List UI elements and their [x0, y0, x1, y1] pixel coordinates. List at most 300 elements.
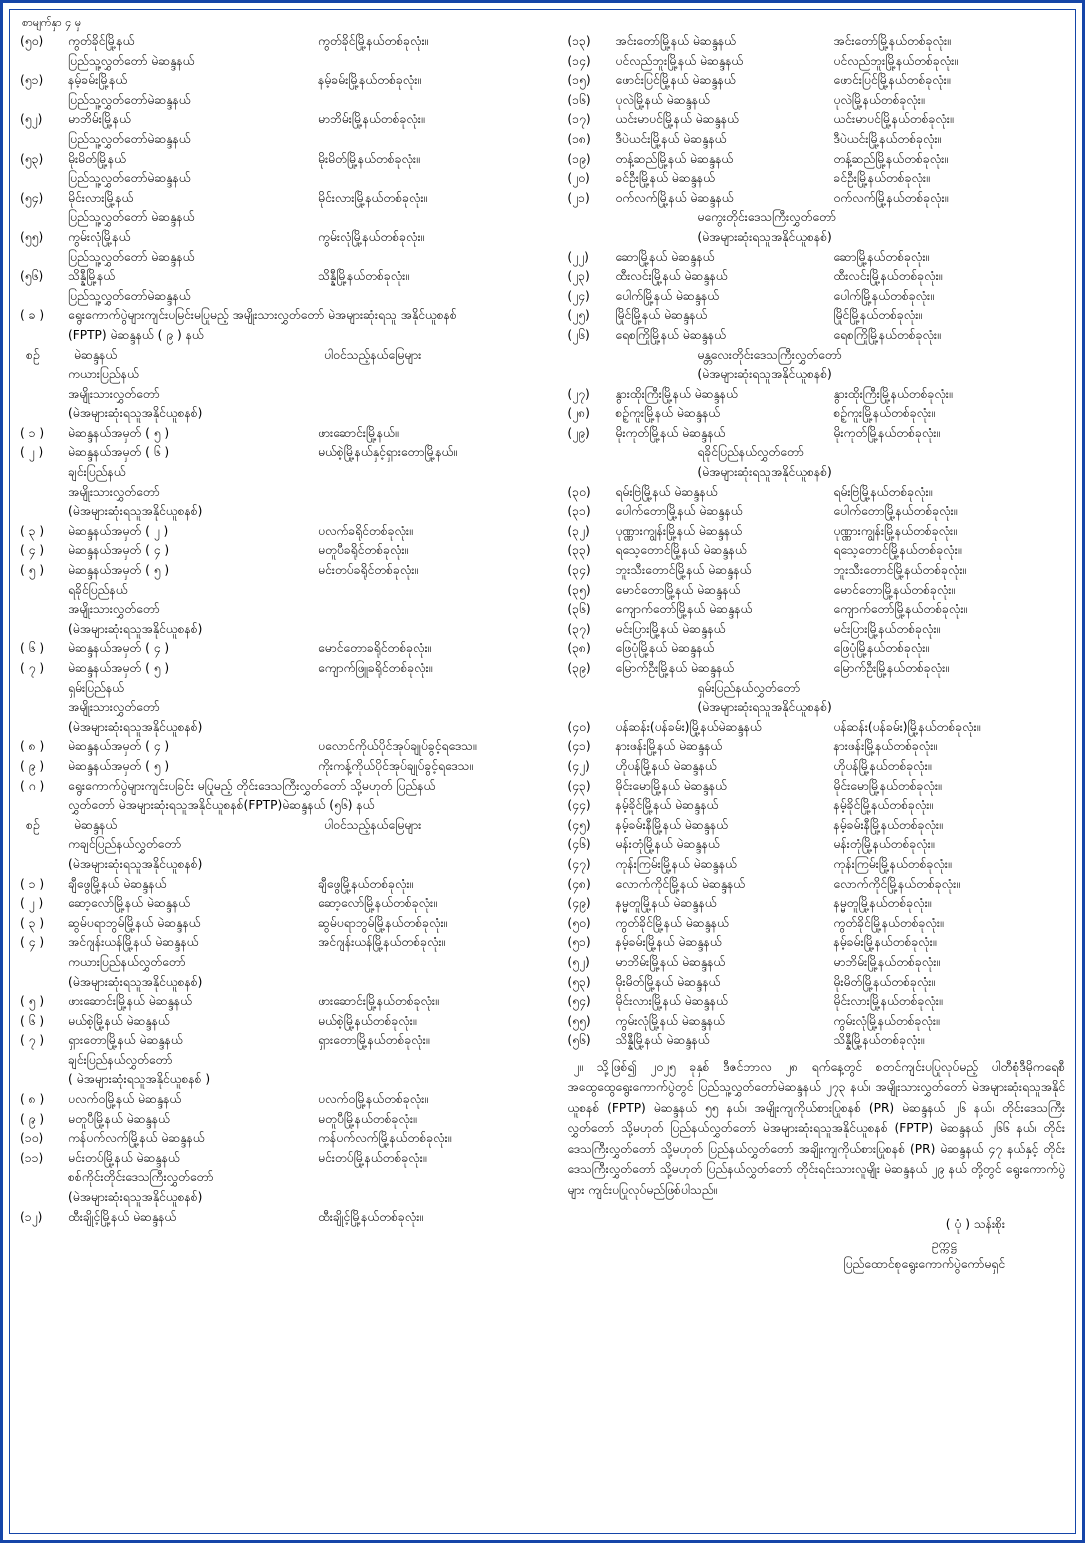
table-row	[567, 875, 1065, 895]
item-number: (၅၃)	[20, 151, 44, 166]
item-area: ပလက်ဝမြို့နယ်တစ်ခုလုံး။	[318, 1092, 428, 1107]
item-constituency: ယင်းမာပင်မြို့နယ် မဲဆန္ဒနယ်	[615, 112, 739, 127]
table-row	[20, 561, 559, 581]
item-number: (၅၆)	[567, 1033, 591, 1048]
item-area: မန်းတုံမြို့နယ်တစ်ခုလုံး။	[833, 837, 935, 852]
item-number: (၂၅)	[567, 308, 590, 323]
item-area: ကွမ်းလုံမြို့နယ်တစ်ခုလုံး။	[318, 229, 425, 244]
group-title: ရှမ်းပြည်နယ်	[68, 680, 124, 695]
item-number: (၃၅)	[567, 582, 591, 597]
table-row	[20, 639, 559, 659]
item-number: (၃၁)	[567, 504, 591, 519]
group-system: (မဲအများဆုံးရသူအနိုင်ယူစနစ်)	[697, 465, 832, 480]
item-number: (၂၄)	[567, 288, 590, 303]
item-area: ကုန်းကြမ်းမြို့နယ်တစ်ခုလုံး။	[833, 856, 952, 871]
item-number: (၅၆)	[20, 269, 44, 284]
item-number: ( ၅ )	[20, 994, 45, 1009]
group-title: ရခိုင်ပြည်နယ်	[68, 582, 128, 597]
item-number: (၂၉)	[567, 425, 590, 440]
item-constituency: ချီဖွေမြို့နယ် မဲဆန္ဒနယ်	[68, 876, 167, 891]
item-number: (၄၆)	[567, 837, 591, 852]
item-area: စဉ့်ကူးမြို့နယ်တစ်ခုလုံး။	[833, 406, 935, 421]
item-constituency: မယ်စဲ့မြို့နယ် မဲဆန္ဒနယ်	[68, 1013, 170, 1028]
table-header-1	[20, 346, 559, 366]
item-number: (၁၆)	[567, 92, 591, 107]
group-kachin-state-hluttaw	[20, 835, 559, 953]
item-area: ဆော့လော်မြို့နယ်တစ်ခုလုံး။	[318, 896, 437, 911]
table-row	[567, 639, 1065, 659]
section-marker: ( ခ )	[20, 308, 45, 323]
table-row	[567, 91, 1065, 111]
item-area: ဆောမြို့နယ်တစ်ခုလုံး။	[833, 249, 930, 264]
item-constituency: ဟိုပန်မြို့နယ် မဲဆန္ဒနယ်	[615, 758, 717, 773]
item-area: မာဘိမ်းမြို့နယ်တစ်ခုလုံး။	[833, 954, 940, 969]
item-constituency: မဲဆန္ဒနယ်အမှတ် ( ၄ )	[68, 739, 170, 754]
group-subtitle: အမျိုးသားလွှတ်တော်	[68, 386, 160, 401]
group-system: (မဲအများဆုံးရသူအနိုင်ယူစနစ်)	[68, 1190, 203, 1205]
item-area: ပန်ဆန်း(ပန်ခမ်း)မြို့နယ်တစ်ခုလုံး။	[833, 719, 981, 734]
item-area: ရှားတောမြို့နယ်တစ်ခုလုံး။	[318, 1033, 430, 1048]
item-area: ရသေ့တောင်မြို့နယ်တစ်ခုလုံး။	[833, 543, 962, 558]
list-item	[20, 189, 559, 228]
item-area: ထီးချိုင့်မြို့နယ်တစ်ခုလုံး။	[318, 1209, 423, 1224]
signature-block	[567, 1214, 1065, 1274]
group-subtitle: အမျိုးသားလွှတ်တော်	[68, 700, 160, 715]
signature-organization: ပြည်ထောင်စုရွေးကောက်ပွဲကော်မရှင်	[843, 1257, 1005, 1272]
item-number: (၄၄)	[567, 798, 591, 813]
group-title: ချင်းပြည်နယ်လွှတ်တော်	[68, 1052, 173, 1067]
item-area: မတူပီခရိုင်တစ်ခုလုံး။	[318, 543, 409, 558]
item-area: ထီးလင်းမြို့နယ်တစ်ခုလုံး။	[833, 269, 943, 284]
group-rakhine-nat	[20, 581, 559, 679]
group-title: မန္တလေးတိုင်းဒေသကြီးလွှတ်တော်	[697, 347, 842, 362]
item-constituency: အင်ဂျန်းယန်မြို့နယ် မဲဆန္ဒနယ်	[68, 935, 199, 950]
group-title: ကယားပြည်နယ်လွှတ်တော်	[68, 954, 186, 969]
item-number: (၂၂)	[567, 249, 589, 264]
item-constituency: နားဖန်းမြို့နယ် မဲဆန္ဒနယ်	[615, 739, 723, 754]
item-number: ( ၁ )	[20, 876, 45, 891]
item-constituency: ကန်ပက်လက်မြို့နယ် မဲဆန္ဒနယ်	[68, 1131, 205, 1146]
item-number: ( ၉ )	[20, 1111, 45, 1126]
item-number: ( ၇ )	[20, 1033, 45, 1048]
item-area: မာဘိမ်းမြို့နယ်တစ်ခုလုံး။	[318, 112, 425, 127]
item-number: ( ၂ )	[20, 445, 44, 460]
item-constituency: မတူပီမြို့နယ် မဲဆန္ဒနယ်	[68, 1111, 170, 1126]
item-number: (၅၂)	[20, 112, 43, 127]
item-constituency: ဆော့လော်မြို့နယ် မဲဆန္ဒနယ်	[68, 896, 191, 911]
col-header-constituency: မဲဆန္ဒနယ်	[74, 817, 118, 832]
item-number: (၁၂)	[20, 1209, 43, 1224]
item-area: သိန္နီမြို့နယ်တစ်ခုလုံး။	[833, 1033, 925, 1048]
item-area: ဟိုပန်မြို့နယ်တစ်ခုလုံး။	[833, 758, 932, 773]
table-row	[20, 443, 559, 463]
item-area: မြိုင်မြို့နယ်တစ်ခုလုံး။	[833, 308, 922, 323]
item-area: ဆွမ်ပရာဘွမ်မြို့နယ်တစ်ခုလုံး။	[318, 915, 448, 930]
item-number: (၂၃)	[567, 269, 590, 284]
item-constituency: ထီးလင်းမြို့နယ် မဲဆန္ဒနယ်	[615, 269, 728, 284]
table-row	[20, 933, 559, 953]
section-line-2: (FPTP) မဲဆန္ဒနယ် ( ၉ ) နယ်	[68, 327, 204, 342]
item-constituency: မာဘိမ်းမြို့နယ်	[68, 112, 131, 127]
item-area: မိုင်းမောမြို့နယ်တစ်ခုလုံး။	[833, 778, 942, 793]
item-number: (၃၉)	[567, 661, 591, 675]
item-number: (၅၁)	[567, 935, 591, 950]
group-sagaing-continued	[567, 32, 1065, 208]
table-row	[567, 737, 1065, 757]
list-item	[20, 267, 559, 306]
table-row	[20, 1149, 559, 1169]
item-constituency: ရေစကြိုမြို့နယ် မဲဆန္ဒနယ်	[615, 327, 726, 342]
item-constituency: ပုလဲမြို့နယ် မဲဆန္ဒနယ်	[615, 92, 710, 107]
item-area: ပလောင်ကိုယ်ပိုင်အုပ်ချုပ်ခွင့်ရဒေသ။	[318, 739, 477, 754]
list-item	[20, 228, 559, 267]
item-area: မောင်တောမြို့နယ်တစ်ခုလုံး။	[833, 582, 956, 597]
item-area: တန့်ဆည်မြို့နယ်တစ်ခုလုံး။	[833, 151, 948, 166]
group-system: (မဲအများဆုံးရသူအနိုင်ယူစနစ်)	[68, 504, 203, 519]
item-number: (၁၁)	[20, 1150, 44, 1165]
table-row	[567, 150, 1065, 170]
item-number: (၅၅)	[567, 1013, 591, 1028]
item-area: မိုင်းလားမြို့နယ်တစ်ခုလုံး။	[833, 994, 943, 1009]
item-number: (၄၇)	[567, 856, 591, 871]
table-row	[567, 306, 1065, 326]
group-system: (မဲအများဆုံးရသူအနိုင်ယူစနစ်)	[68, 719, 203, 734]
item-subtitle: ပြည်သူ့လွှတ်တော်မဲဆန္ဒနယ်	[68, 131, 191, 146]
table-row	[567, 287, 1065, 307]
signature-name: ( ပုံ ) သန်းစိုး	[945, 1217, 1005, 1232]
table-row	[567, 169, 1065, 189]
item-constituency: ပင်လည်ဘူးမြို့နယ် မဲဆန္ဒနယ်	[615, 53, 744, 68]
group-title: ရှမ်းပြည်နယ်လွှတ်တော်	[697, 680, 801, 695]
item-area: မယ်စဲ့မြို့နယ်နှင့်ရှားတောမြို့နယ်။	[318, 445, 458, 460]
item-area: ကွတ်ခိုင်မြို့နယ်တစ်ခုလုံး။	[318, 34, 429, 48]
item-area: အင်းတော်မြို့နယ်တစ်ခုလုံး။	[833, 34, 951, 48]
item-area: ဒီပဲယင်းမြို့နယ်တစ်ခုလုံး။	[833, 131, 942, 146]
item-number: (၁၇)	[567, 112, 591, 127]
table-row	[567, 561, 1065, 581]
item-constituency: မိုးမိတ်မြို့နယ် မဲဆန္ဒနယ်	[615, 974, 721, 989]
table-row	[567, 1031, 1065, 1051]
item-constituency: နွားထိုးကြီးမြို့နယ် မဲဆန္ဒနယ်	[615, 386, 738, 401]
section-line-1: ရွေးကောက်ပွဲများကျင်းပခြင်း မပြုမည့် တိုင်းဒေသကြီးလွှတ်တော် သို့မဟုတ် ပြည်နယ်	[68, 778, 436, 793]
group-system: (မဲအများဆုံးရသူအနိုင်ယူစနစ်)	[697, 367, 832, 382]
item-number: (၄၅)	[567, 817, 591, 832]
item-area: ဘူးသီးတောင်မြို့နယ်တစ်ခုလုံး။	[833, 563, 967, 578]
table-row	[20, 522, 559, 542]
table-row	[567, 189, 1065, 209]
group-title: ကချင်ပြည်နယ်လွှတ်တော်	[68, 837, 182, 852]
item-area: ပေါက်မြို့နယ်တစ်ခုလုံး။	[833, 288, 934, 303]
item-subtitle: ပြည်သူ့လွှတ်တော်မဲဆန္ဒနယ်	[68, 171, 191, 186]
group-title: ရခိုင်ပြည်နယ်လွှတ်တော်	[697, 445, 804, 460]
table-row	[567, 483, 1065, 503]
item-subtitle: ပြည်သူ့လွှတ်တော်မဲဆန္ဒနယ်	[68, 92, 191, 107]
table-row	[567, 757, 1065, 777]
table-row	[20, 1031, 559, 1051]
item-constituency: ဆောမြို့နယ် မဲဆန္ဒနယ်	[615, 249, 715, 264]
item-constituency: မဲဆန္ဒနယ်အမှတ် ( ၂ )	[68, 523, 169, 538]
table-row	[20, 992, 559, 1012]
table-row	[567, 933, 1065, 953]
table-row	[567, 796, 1065, 816]
table-row	[567, 32, 1065, 52]
item-constituency: မြောက်ဦးမြို့နယ် မဲဆန္ဒနယ်	[615, 661, 735, 675]
group-subtitle: အမျိုးသားလွှတ်တော်	[68, 484, 160, 499]
item-number: (၁၄)	[567, 53, 591, 68]
item-number: (၅၂)	[567, 954, 590, 969]
item-number: (၄၈)	[567, 876, 591, 891]
item-area: မိုင်းလားမြို့နယ်တစ်ခုလုံး။	[318, 190, 428, 205]
col-header-constituency: မဲဆန္ဒနယ်	[74, 347, 118, 362]
item-area: ကွတ်ခိုင်မြို့နယ်တစ်ခုလုံး။	[833, 915, 944, 930]
item-area: မယ်စဲ့မြို့နယ်တစ်ခုလုံး။	[318, 1013, 417, 1028]
item-constituency: ဝက်လက်မြို့နယ် မဲဆန္ဒနယ်	[615, 190, 734, 205]
item-number: (၅၀)	[20, 34, 44, 48]
item-number: (၄၂)	[567, 758, 590, 773]
item-constituency: ပေါက်မြို့နယ် မဲဆန္ဒနယ်	[615, 288, 720, 303]
group-title: စစ်ကိုင်းတိုင်းဒေသကြီးလွှတ်တော်	[68, 1170, 214, 1185]
item-number: (၂၆)	[567, 327, 590, 342]
item-constituency: ဆွမ်ပရာဘွမ်မြို့နယ် မဲဆန္ဒနယ်	[68, 915, 201, 930]
item-constituency: မဲဆန္ဒနယ်အမှတ် ( ၅ )	[68, 758, 170, 773]
left-column	[20, 32, 563, 1227]
item-constituency: ရှားတောမြို့နယ် မဲဆန္ဒနယ်	[68, 1033, 183, 1048]
item-number: (၂၀)	[567, 171, 590, 186]
table-row	[20, 875, 559, 895]
item-constituency: မဲဆန္ဒနယ်အမှတ် ( ၅ )	[68, 563, 170, 578]
item-constituency: ဒီပဲယင်းမြို့နယ် မဲဆန္ဒနယ်	[615, 131, 727, 146]
table-row	[20, 1129, 559, 1149]
item-number: (၅၄)	[567, 994, 591, 1009]
group-magway-region-hluttaw	[567, 208, 1065, 345]
group-system: (မဲအများဆုံးရသူအနိုင်ယူစနစ်)	[68, 406, 203, 421]
item-constituency: သိန္နီမြို့နယ်	[68, 269, 116, 284]
paragraph-text: သို့ဖြစ်၍ ၂၀၂၅ ခုနှစ် ဒီဇင်ဘာလ ၂၈ ရက်နေ့တွင် စတင်ကျင်းပပြုလုပ်မည့် ပါတီစုံဒီမိုကရေစီ အထွေထွေရွေးကောက်ပွဲတွင် ပြည်သူ့လွှတ်တော်မဲဆန္ဒနယ် ၂၇၃ နယ်၊ အမျိုးသားလွှတ်တော် မဲအများဆုံးရသူအနိုင်ယူစနစ် (FPTP) မဲဆန္ဒနယ် ၅၅ နယ်၊ အမျိုးကျကိုယ်စားပြုစနစ် (PR) မဲဆန္ဒနယ် ၂၆ နယ်၊ တိုင်းဒေသကြီးလွှတ်တော် သို့မဟုတ် ပြည်နယ်လွှတ်တော် မဲအများဆုံးရသူအနိုင်ယူစနစ် (FPTP) မဲဆန္ဒနယ် ၂၆၆ နယ်၊ တိုင်းဒေသကြီးလွှတ်တော် သို့မဟုတ် ပြည်နယ်လွှတ်တော် အချိုးကျကိုယ်စားပြုစနစ် (PR) မဲဆန္ဒနယ် ၄၇ နယ်နှင့် တိုင်းဒေသကြီးလွှတ်တော် သို့မဟုတ် ပြည်နယ်လွှတ်တော် တိုင်းရင်းသားလူမျိုး မဲဆန္ဒနယ် ၂၉ နယ် တို့တွင် ရွေးကောက်ပွဲများ ကျင်းပပြုလုပ်မည်ဖြစ်ပါသည်။	[567, 1059, 1065, 1197]
group-mandalay-region-hluttaw	[567, 346, 1065, 444]
table-row	[567, 992, 1065, 1012]
table-row	[567, 248, 1065, 268]
item-constituency: ကွမ်းလုံမြို့နယ်	[68, 229, 131, 244]
item-subtitle: ပြည်သူ့လွှတ်တော်မဲဆန္ဒနယ်	[68, 288, 191, 303]
section-kha	[20, 306, 559, 345]
item-number: (၄၁)	[567, 739, 591, 754]
group-kayah-nat	[20, 365, 559, 463]
item-constituency: မောင်တောမြို့နယ် မဲဆန္ဒနယ်	[615, 582, 741, 597]
page-header-label: စာမျက်နှာ ၄ မှ	[22, 16, 82, 29]
item-constituency: ပလက်ဝမြို့နယ် မဲဆန္ဒနယ်	[68, 1092, 182, 1107]
item-constituency: ကွတ်ခိုင်မြို့နယ်	[68, 34, 135, 48]
section-marker: ( ဂ )	[20, 778, 45, 793]
group-title: ချင်းပြည်နယ်	[68, 465, 126, 480]
item-number: (၃၃)	[567, 543, 591, 558]
table-row	[567, 522, 1065, 542]
right-column	[563, 32, 1065, 1274]
table-row	[567, 600, 1065, 620]
table-row	[567, 71, 1065, 91]
section-line-1: ရွေးကောက်ပွဲများကျင်းပမြင်းမပြုမည့် အမျိုးသားလွှတ်တော် မဲအများဆုံးရသူ အနိုင်ယူစနစ်	[68, 308, 457, 323]
table-row	[567, 620, 1065, 640]
item-number: (၃၄)	[567, 563, 591, 578]
item-constituency: မင်းပြားမြို့နယ် မဲဆန္ဒနယ်	[615, 621, 726, 636]
item-number: (၃၈)	[567, 641, 591, 656]
group-system: (မဲအများဆုံးရသူအနိုင်ယူစနစ်)	[68, 974, 203, 989]
item-area: မြောက်ဦးမြို့နယ်တစ်ခုလုံး။	[833, 661, 949, 675]
item-constituency: မင်းတပ်မြို့နယ် မဲဆန္ဒနယ်	[68, 1150, 180, 1165]
group-system: (မဲအများဆုံးရသူအနိုင်ယူစနစ်)	[68, 856, 203, 871]
item-area: နားဖန်းမြို့နယ်တစ်ခုလုံး။	[833, 739, 937, 754]
item-number: (၂၁)	[567, 190, 590, 205]
item-constituency: မိုင်းလားမြို့နယ် မဲဆန္ဒနယ်	[615, 994, 728, 1009]
item-area: ယင်းမာပင်မြို့နယ်တစ်ခုလုံး။	[833, 112, 954, 127]
item-constituency: ခင်ဦးမြို့နယ် မဲဆန္ဒနယ်	[615, 171, 715, 186]
table-row	[20, 894, 559, 914]
table-row	[20, 424, 559, 444]
item-constituency: နမ့်ခိုင်မြို့နယ် မဲဆန္ဒနယ်	[615, 798, 719, 813]
item-number: (၄၉)	[567, 896, 591, 911]
list-item	[20, 32, 559, 71]
item-subtitle: ပြည်သူ့လွှတ်တော် မဲဆန္ဒနယ်	[68, 53, 195, 68]
item-area: ကိုးကန့်ကိုယ်ပိုင်အုပ်ချုပ်ခွင့်ရဒေသ။	[318, 758, 473, 773]
item-area: နမ့်ခိုင်မြို့နယ်တစ်ခုလုံး။	[833, 798, 934, 813]
item-constituency: ဖောင်းပြင်မြို့နယ် မဲဆန္ဒနယ်	[615, 73, 736, 88]
item-number: (၂၈)	[567, 406, 590, 421]
item-number: (၄၀)	[567, 719, 591, 734]
table-row	[567, 52, 1065, 72]
item-number: (၃၇)	[567, 621, 591, 636]
item-number: ( ၄ )	[20, 935, 45, 950]
item-number: (၃၆)	[567, 602, 591, 617]
item-constituency: ပေါက်တောမြို့နယ် မဲဆန္ဒနယ်	[615, 504, 743, 519]
signature-title: ဥက္ကဋ္ဌ	[931, 1237, 957, 1252]
item-number: ( ၆ )	[20, 641, 45, 656]
item-constituency: ဘူးသီးတောင်မြို့နယ် မဲဆန္ဒနယ်	[615, 563, 752, 578]
table-row	[567, 894, 1065, 914]
item-constituency: မိုင်းမောမြို့နယ် မဲဆန္ဒနယ်	[615, 778, 727, 793]
item-area: ဖောင်းပြင်မြို့နယ်တစ်ခုလုံး။	[833, 73, 951, 88]
group-chin-state-hluttaw	[20, 1051, 559, 1169]
item-constituency: မြိုင်မြို့နယ် မဲဆန္ဒနယ်	[615, 308, 708, 323]
table-row	[567, 404, 1065, 424]
table-row	[567, 718, 1065, 738]
table-row	[20, 914, 559, 934]
item-area: ပေါက်တောမြို့နယ်တစ်ခုလုံး။	[833, 504, 958, 519]
item-area: ကျောက်တော်မြို့နယ်တစ်ခုလုံး။	[833, 602, 968, 617]
table-row	[567, 502, 1065, 522]
item-constituency: အင်းတော်မြို့နယ် မဲဆန္ဒနယ်	[615, 34, 737, 48]
group-shan-nat	[20, 679, 559, 777]
item-area: ချီဖွေမြို့နယ်တစ်ခုလုံး။	[318, 876, 414, 891]
paragraph-number: ၂။	[573, 1059, 584, 1074]
item-area: ပုလဲမြို့နယ်တစ်ခုလုံး။	[833, 92, 925, 107]
table-row	[567, 855, 1065, 875]
group-chin-nat	[20, 463, 559, 581]
item-number: ( ၃ )	[20, 915, 45, 930]
table-row	[20, 757, 559, 777]
item-number: (၁၃)	[567, 34, 591, 48]
item-area: မင်းတပ်မြို့နယ်တစ်ခုလုံး။	[318, 1150, 427, 1165]
item-area: မိုးမိတ်မြို့နယ်တစ်ခုလုံး။	[318, 151, 420, 166]
table-row	[567, 541, 1065, 561]
item-constituency: မဲဆန္ဒနယ်အမှတ် ( ၄ )	[68, 543, 170, 558]
table-row	[20, 1012, 559, 1032]
item-area: ပလက်ခရိုင်တစ်ခုလုံး။	[318, 523, 413, 538]
table-row	[567, 973, 1065, 993]
item-constituency: မာဘိမ်းမြို့နယ် မဲဆန္ဒနယ်	[615, 954, 726, 969]
item-constituency: ဖြေပုံမြို့နယ် မဲဆန္ဒနယ်	[615, 641, 715, 656]
item-constituency: မဲဆန္ဒနယ်အမှတ် ( ၆ )	[68, 445, 170, 460]
item-constituency: နမ့်ခမ်းနီမြို့နယ် မဲဆန္ဒနယ်	[615, 817, 728, 832]
item-area: နမ့်ခမ်းမြို့နယ်တစ်ခုလုံး။	[833, 935, 937, 950]
table-row	[567, 130, 1065, 150]
item-number: ( ၉ )	[20, 758, 45, 773]
item-number: (၃၀)	[567, 484, 591, 499]
item-number: (၂၇)	[567, 386, 590, 401]
item-constituency: သိန္နီမြို့နယ် မဲဆန္ဒနယ်	[615, 1033, 710, 1048]
item-number: (၃၂)	[567, 523, 590, 538]
table-row	[567, 659, 1065, 679]
table-row	[567, 581, 1065, 601]
item-constituency: ကွမ်းလုံမြို့နယ် မဲဆန္ဒနယ်	[615, 1013, 725, 1028]
item-constituency: ထီးချိုင့်မြို့နယ် မဲဆန္ဒနယ်	[68, 1209, 177, 1224]
table-row	[567, 1012, 1065, 1032]
table-row	[567, 267, 1065, 287]
item-number: ( ၅ )	[20, 563, 45, 578]
group-shan-state-hluttaw	[567, 679, 1065, 1051]
group-sagaing-region-hluttaw	[20, 1168, 559, 1227]
item-constituency: တန့်ဆည်မြို့နယ် မဲဆန္ဒနယ်	[615, 151, 734, 166]
item-area: သိန္နီမြို့နယ်တစ်ခုလုံး။	[318, 269, 409, 284]
item-area: ပုဏ္ဏားကျွန်းမြို့နယ်တစ်ခုလုံး။	[833, 523, 957, 538]
item-area: လောက်ကိုင်မြို့နယ်တစ်ခုလုံး။	[833, 876, 960, 891]
item-number: (၄၃)	[567, 778, 591, 793]
item-constituency: မိုးမိတ်မြို့နယ်	[68, 151, 126, 166]
section-line-2: လွှတ်တော် မဲအများဆုံးရသူအနိုင်ယူစနစ်(FPTP)မဲဆန္ဒနယ် (၅၆) နယ်	[68, 798, 375, 813]
item-area: ကွမ်းလုံမြို့နယ်တစ်ခုလုံး။	[833, 1013, 940, 1028]
item-area: နမ့်ခမ်းမြို့နယ်တစ်ခုလုံး။	[318, 73, 422, 88]
item-area: မင်းပြားမြို့နယ်တစ်ခုလုံး။	[833, 621, 941, 636]
item-constituency: မဲဆန္ဒနယ်အမှတ် ( ၅ )	[68, 661, 170, 675]
group-system: (မဲအများဆုံးရသူအနိုင်ယူစနစ်)	[697, 700, 832, 715]
item-subtitle: ပြည်သူ့လွှတ်တော် မဲဆန္ဒနယ်	[68, 249, 195, 264]
item-area: ဖြေပုံမြို့နယ်တစ်ခုလုံး။	[833, 641, 930, 656]
item-constituency: ကွတ်ခိုင်မြို့နယ် မဲဆန္ဒနယ်	[615, 915, 729, 930]
item-number: (၅၄)	[20, 190, 44, 205]
section-ga	[20, 777, 559, 816]
group-title: ကယားပြည်နယ်	[68, 367, 139, 382]
item-area: ရမ်းဗြဲမြို့နယ်တစ်ခုလုံး။	[833, 484, 933, 499]
item-subtitle: ပြည်သူ့လွှတ်တော် မဲဆန္ဒနယ်	[68, 210, 195, 225]
item-area: မတူပီမြို့နယ်တစ်ခုလုံး။	[318, 1111, 417, 1126]
item-area: ဖားဆောင်းမြို့နယ်တစ်ခုလုံး။	[318, 994, 439, 1009]
item-number: (၁၅)	[567, 73, 591, 88]
item-number: ( ၈ )	[20, 739, 45, 754]
item-area: မင်းတပ်ခရိုင်တစ်ခုလုံး။	[318, 563, 419, 578]
item-area: မိုးကုတ်မြို့နယ်တစ်ခုလုံး။	[833, 425, 941, 440]
table-row	[20, 1110, 559, 1130]
item-area: ခင်ဦးမြို့နယ်တစ်ခုလုံး။	[833, 171, 930, 186]
item-area: ကျောက်ဖြူခရိုင်တစ်ခုလုံး။	[318, 661, 433, 675]
table-row	[20, 1208, 559, 1228]
item-constituency: ရမ်းဗြဲမြို့နယ် မဲဆန္ဒနယ်	[615, 484, 718, 499]
group-title: မကွေးတိုင်းဒေသကြီးလွှတ်တော်	[697, 210, 836, 225]
item-number: (၁၈)	[567, 131, 591, 146]
item-number: (၅၃)	[567, 974, 591, 989]
item-area: ဖားဆောင်းမြို့နယ်။	[318, 425, 399, 440]
item-area: ရေစကြိုမြို့နယ်တစ်ခုလုံး။	[833, 327, 941, 342]
table-row	[20, 1090, 559, 1110]
item-constituency: စဉ့်ကူးမြို့နယ် မဲဆန္ဒနယ်	[615, 406, 721, 421]
item-number: ( ၃ )	[20, 523, 45, 538]
